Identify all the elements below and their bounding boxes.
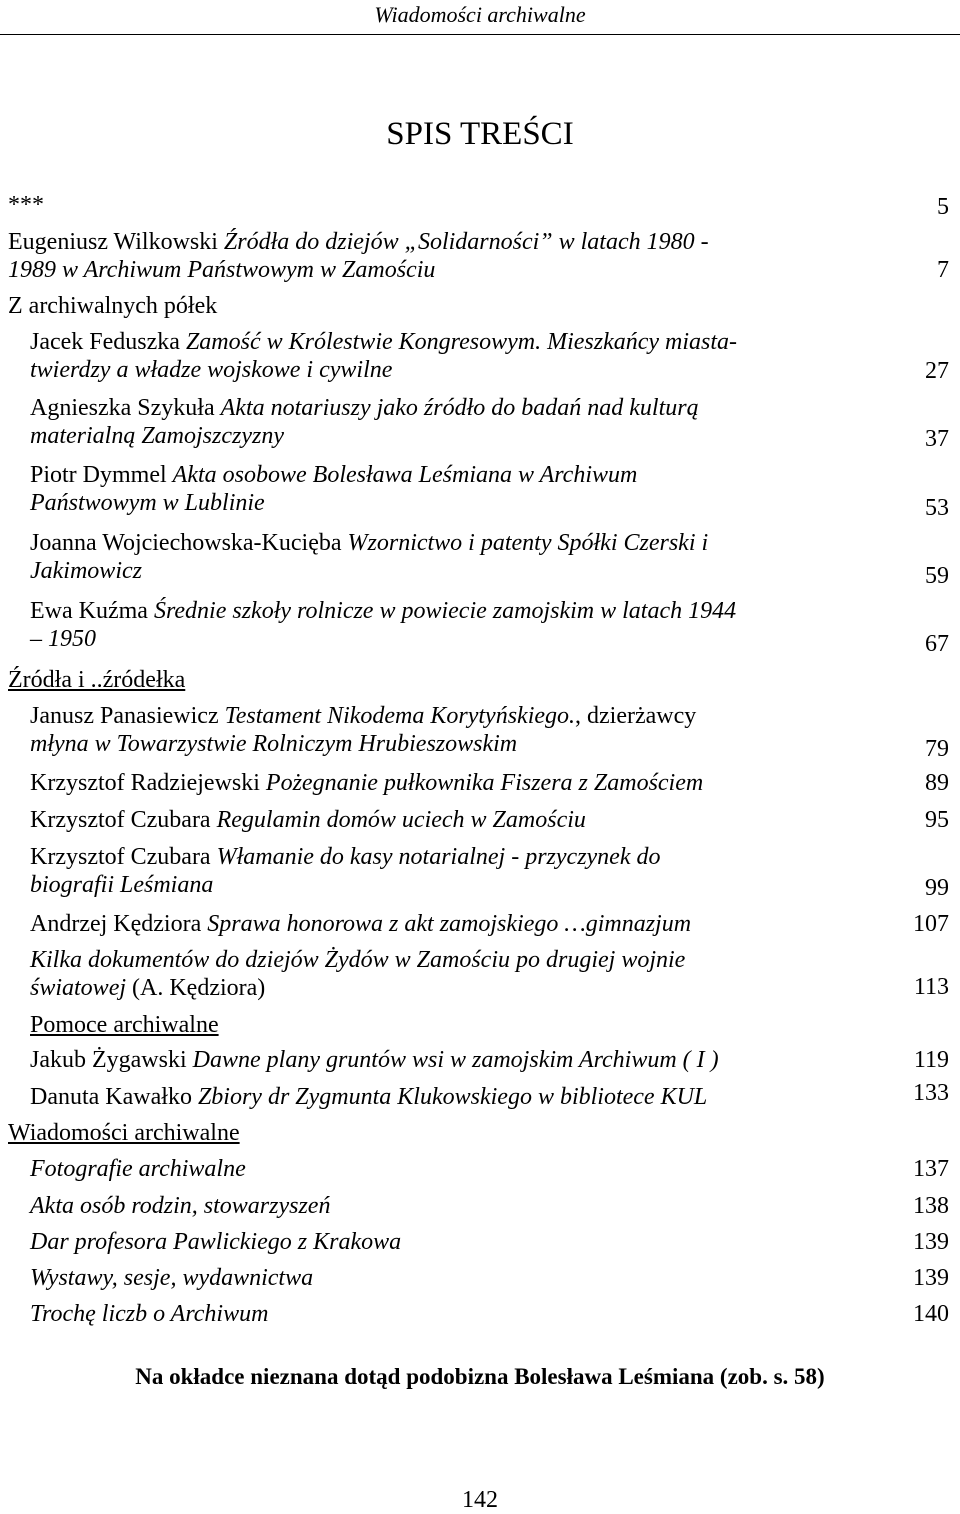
toc-page-number: 5 xyxy=(937,194,949,220)
toc-entry[interactable] xyxy=(30,1264,313,1292)
toc-article-title: Trochę liczb o Archiwum xyxy=(30,1301,269,1327)
toc-entry[interactable] xyxy=(8,228,709,284)
toc-article-title-cont: światowej xyxy=(30,975,127,1001)
toc-author: Krzysztof Radziejewski xyxy=(30,770,266,796)
toc-entry[interactable] xyxy=(30,1155,246,1183)
toc-entry[interactable] xyxy=(30,461,637,517)
toc-page-number: 140 xyxy=(913,1301,949,1327)
toc-page-number: 99 xyxy=(925,875,949,901)
toc-page-number: 137 xyxy=(913,1156,949,1182)
toc-article-title-cont: – 1950 xyxy=(30,626,96,652)
toc-page-number: 107 xyxy=(913,911,949,937)
toc-section-heading xyxy=(8,1119,240,1147)
toc-article-title-cont: twierdzy a władze wojskowe i cywilne xyxy=(30,357,393,383)
toc-page-number: 95 xyxy=(925,807,949,833)
toc-article-title: Akta osób rodzin, stowarzyszeń xyxy=(30,1193,331,1219)
toc-entry[interactable] xyxy=(30,1300,268,1328)
toc-article-title: Wzornictwo i patenty Spółki Czerski i xyxy=(347,530,709,556)
toc-page-number: 139 xyxy=(913,1229,949,1255)
cover-note: Na okładce nieznana dotąd podobizna Bolesława Leśmiana (zob. s. 58) xyxy=(135,1364,825,1389)
toc-entry[interactable] xyxy=(30,769,703,797)
toc-entry[interactable] xyxy=(30,1228,401,1256)
toc-entry[interactable] xyxy=(30,328,737,384)
toc-page-number: 138 xyxy=(913,1193,949,1219)
page-number: 142 xyxy=(462,1487,498,1513)
toc-author: Piotr Dymmel xyxy=(30,462,173,488)
toc-article-title: Sprawa honorowa z akt zamojskiego …gimnazjum xyxy=(207,911,692,937)
section-title-zrodla: Źródła i ..źródełka xyxy=(8,667,186,693)
section-title-z-archiwalnych-polek: Z archiwalnych półek xyxy=(8,293,218,319)
toc-entry-intro xyxy=(8,191,44,219)
toc-entry[interactable] xyxy=(30,529,708,585)
toc-page-number: 53 xyxy=(925,495,949,521)
toc-entry[interactable] xyxy=(30,1083,707,1111)
section-title-wiadomosci-archiwalne: Wiadomości archiwalne xyxy=(8,1120,240,1146)
toc-entry[interactable] xyxy=(30,394,699,450)
running-header xyxy=(0,0,960,35)
toc-page-number: 119 xyxy=(913,1047,949,1073)
toc-entry[interactable] xyxy=(30,946,685,1002)
toc-article-title: Fotografie archiwalne xyxy=(30,1156,246,1182)
toc-entry[interactable] xyxy=(30,1192,330,1220)
toc-article-title: Pożegnanie pułkownika Fiszera z Zamościem xyxy=(265,770,704,796)
toc-article-title-cont: 1989 w Archiwum Państwowym w Zamościu xyxy=(8,257,436,283)
toc-article-title-extra: , dzierżawcy xyxy=(575,703,697,729)
toc-page-number: 113 xyxy=(913,974,949,1000)
toc-article-title: Testament Nikodema Korytyńskiego. xyxy=(224,703,576,729)
toc-page-number: 27 xyxy=(925,358,949,384)
toc-article-title: Dawne plany gruntów wsi w zamojskim Archiwum ( I ) xyxy=(192,1047,719,1073)
toc-page-number: 139 xyxy=(913,1265,949,1291)
toc-article-title: Zbiory dr Zygmunta Klukowskiego w bibliotece KUL xyxy=(197,1084,708,1110)
toc-entry-text: *** xyxy=(8,192,44,218)
toc-article-title-cont: młyna w Towarzystwie Rolniczym Hrubieszowskim xyxy=(30,731,518,757)
toc-article-title: Średnie szkoły rolnicze w powiecie zamojskim w latach 1944 xyxy=(153,598,737,624)
toc-page-number: 67 xyxy=(925,631,949,657)
toc-page-number: 133 xyxy=(913,1080,949,1106)
toc-author: Andrzej Kędziora xyxy=(30,911,208,937)
toc-article-title: Dar profesora Pawlickiego z Krakowa xyxy=(30,1229,402,1255)
toc-author: Krzysztof Czubara xyxy=(30,844,217,870)
toc-entry[interactable] xyxy=(30,1046,719,1074)
toc-entry[interactable] xyxy=(30,806,586,834)
toc-author: Jacek Feduszka xyxy=(30,329,186,355)
toc-article-title: Zamość w Królestwie Kongresowym. Mieszkańcy miasta- xyxy=(185,329,738,355)
toc-article-title: Akta notariuszy jako źródło do badań nad kulturą xyxy=(220,395,699,421)
section-title-pomoce-archiwalne: Pomoce archiwalne xyxy=(30,1012,219,1038)
toc-author: Agnieszka Szykuła xyxy=(30,395,221,421)
toc-page-number: 37 xyxy=(925,426,949,452)
toc-author: Ewa Kuźma xyxy=(30,598,154,624)
toc-entry[interactable] xyxy=(30,910,691,938)
toc-page-number: 7 xyxy=(937,257,949,283)
toc-article-title-cont: Państwowym w Lublinie xyxy=(30,490,265,516)
toc-entry[interactable] xyxy=(30,597,736,653)
toc-section-heading xyxy=(30,1011,219,1039)
page-title: SPIS TREŚCI xyxy=(386,116,574,152)
toc-author: (A. Kędziora) xyxy=(126,975,266,1001)
toc-page-number: 89 xyxy=(925,770,949,796)
toc-article-title: Regulamin domów uciech w Zamościu xyxy=(216,807,586,833)
toc-article-title: Źródła do dziejów „Solidarności” w latach 1980 - xyxy=(223,229,709,255)
toc-author: Janusz Panasiewicz xyxy=(30,703,225,729)
toc-author: Krzysztof Czubara xyxy=(30,807,217,833)
toc-article-title: Włamanie do kasy notarialnej - przyczynek do xyxy=(216,844,661,870)
toc-page-number: 59 xyxy=(925,563,949,589)
journal-title: Wiadomości archiwalne xyxy=(374,2,586,27)
toc-article-title: Wystawy, sesje, wydawnictwa xyxy=(30,1265,314,1291)
toc-author: Eugeniusz Wilkowski xyxy=(8,229,224,255)
toc-entry[interactable] xyxy=(30,702,696,758)
toc-article-title: Kilka dokumentów do dziejów Żydów w Zamościu po drugiej wojnie xyxy=(30,947,686,973)
toc-author: Joanna Wojciechowska-Kucięba xyxy=(30,530,348,556)
toc-article-title-cont: Jakimowicz xyxy=(30,558,142,584)
toc-author: Jakub Żygawski xyxy=(30,1047,193,1073)
toc-author: Danuta Kawałko xyxy=(30,1084,198,1110)
toc-article-title-cont: biografii Leśmiana xyxy=(30,872,214,898)
toc-entry[interactable] xyxy=(30,843,661,899)
toc-article-title: Akta osobowe Bolesława Leśmiana w Archiwum xyxy=(172,462,638,488)
toc-article-title-cont: materialną Zamojszczyzny xyxy=(30,423,284,449)
toc-section-heading xyxy=(8,666,185,694)
toc-page-number: 79 xyxy=(925,736,949,762)
toc-section-heading xyxy=(8,292,217,320)
